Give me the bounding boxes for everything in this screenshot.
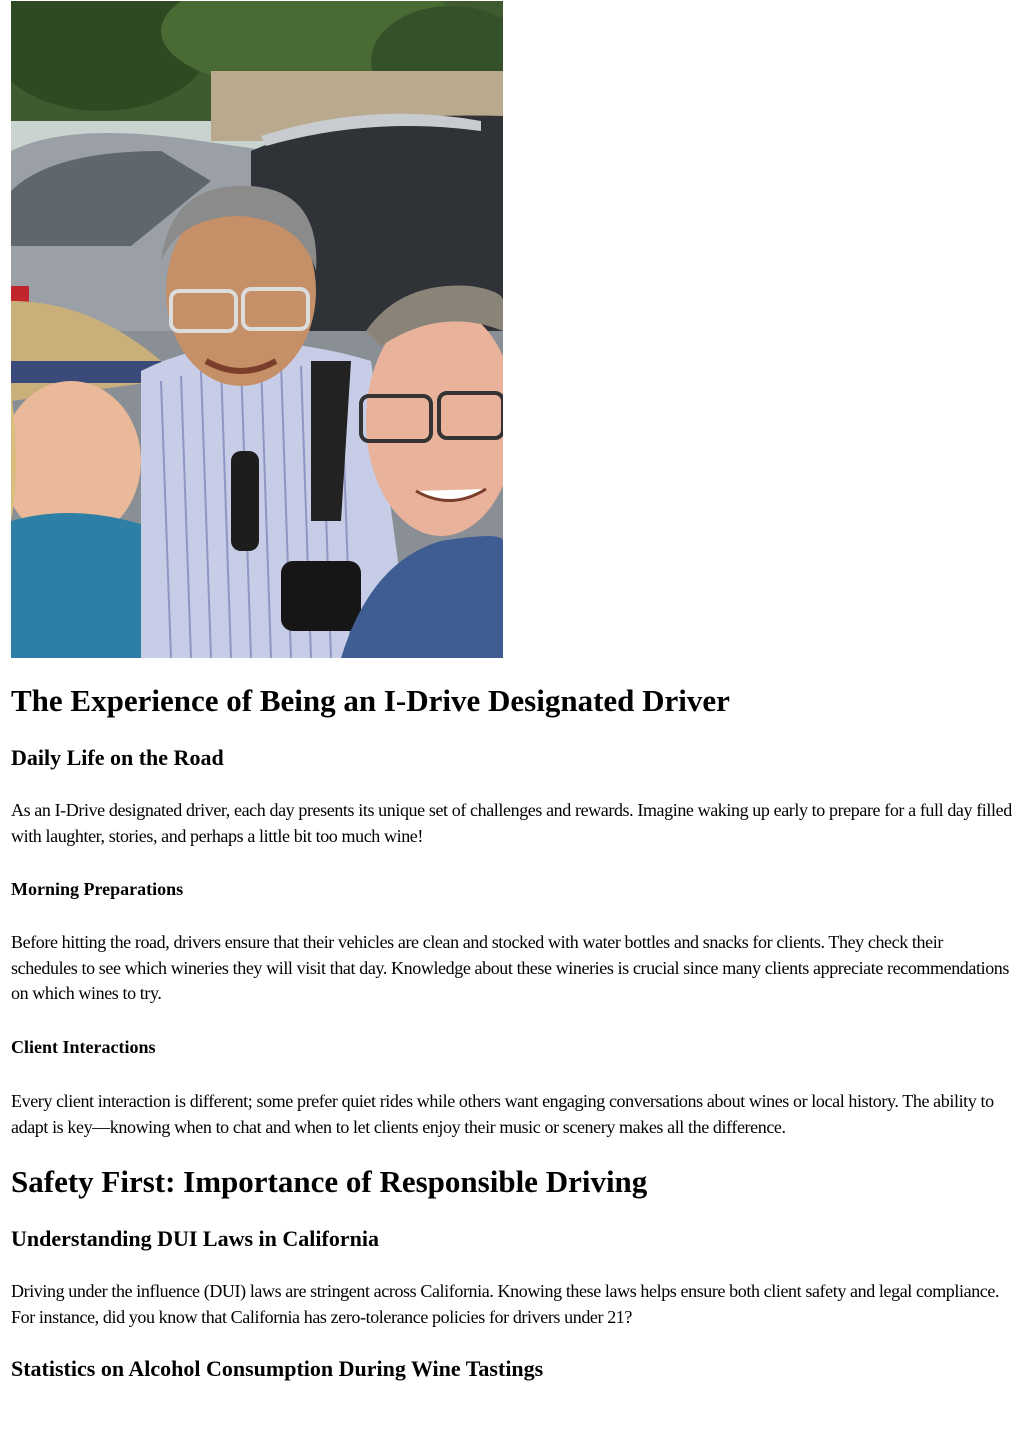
paragraph-dui: Driving under the influence (DUI) laws are stringent across California. Knowing these laws helps ensure both client safety and legal compliance. For instance, did you know that California has zero-tolerance policies for drivers under 21? [11, 1281, 1000, 1327]
subsection-title-client: Client Interactions [11, 1037, 156, 1057]
section-title-experience: The Experience of Being an I-Drive Designated Driver [11, 683, 730, 718]
subsection-title-dui: Understanding DUI Laws in California [11, 1226, 379, 1251]
subsection-title-daily-life: Daily Life on the Road [11, 745, 224, 770]
section-title-safety: Safety First: Importance of Responsible Driving [11, 1164, 648, 1199]
paragraph-client: Every client interaction is different; some prefer quiet rides while others want engaging conversations about wines or local history. The ability to adapt is key—knowing when to chat and when to let clients enjoy their music or scenery makes all the difference. [11, 1091, 994, 1137]
subsection-title-statistics: Statistics on Alcohol Consumption During Wine Tastings [11, 1356, 544, 1381]
hero-photo [11, 1, 503, 658]
subsection-title-morning: Morning Preparations [11, 879, 184, 899]
paragraph-morning: Before hitting the road, drivers ensure that their vehicles are clean and stocked with water bottles and snacks for clients. They check their schedules to see which wineries they will visit that day. Knowledge about these wineries is crucial since many clients appreciate recommendations on which wines to try. [11, 932, 1010, 1003]
paragraph-daily-life: As an I-Drive designated driver, each day presents its unique set of challenges and rewards. Imagine waking up early to prepare for a full day filled with laughter, stories, and perhaps a little bit too much wine! [11, 800, 1012, 846]
